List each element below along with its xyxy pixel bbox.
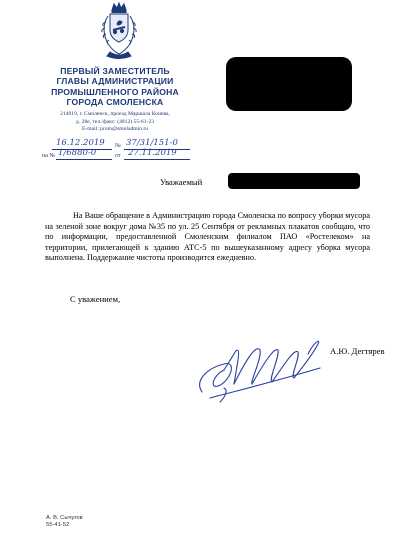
letterhead-title-line: ПРОМЫШЛЕННОГО РАЙОНА — [51, 86, 179, 97]
closing: С уважением, — [70, 294, 121, 304]
executor-name: А. В. Сычугов — [46, 515, 83, 521]
outgoing-number: 37/31/151-0 — [126, 138, 178, 148]
letterhead-title-line: ГОРОДА СМОЛЕНСКА — [66, 97, 164, 108]
ref-prefix: на № — [42, 153, 56, 159]
coat-of-arms-icon — [88, 0, 150, 62]
redacted-name — [228, 173, 360, 189]
ref-number-underline — [56, 159, 112, 160]
address-line: д. 28е, тел./факс: (4812) 55-61-23 — [75, 118, 155, 125]
letterhead-title — [40, 66, 190, 108]
ref-number: 1/6880-0 — [58, 148, 97, 158]
signatory-name: А.Ю. Дегтярев — [330, 346, 385, 356]
redacted-addressee — [226, 57, 352, 111]
letterhead-title-line: ГЛАВЫ АДМИНИСТРАЦИИ — [56, 76, 174, 87]
letterhead-address — [40, 111, 190, 134]
letter-body: На Ваше обращение в Администрацию города Смоленска по вопросу уборки мусора на зеленой зоне вокруг дома №35 по ул. 25 Сентября от рекламных плакатов сообщаю, что по информации, предоставленной Смоленским филиалом ПАО «Ростелеком» на территории, прилегающей к зданию АТС-5 по вышеуказанному адресу уборка мусора выполнена. Поддержание чистоты производится ежедневно. — [45, 211, 370, 263]
executor-phone: 55-41-52 — [46, 522, 70, 529]
outgoing-date: 16.12.2019 — [56, 138, 105, 148]
address-line: E-mail: prom@smoladmin.ru — [81, 126, 149, 133]
signature-icon — [190, 310, 340, 410]
ref-date: 27.11.2019 — [128, 148, 177, 158]
address-line: 214019, г. Смоленск, проезд Маршала Конева, — [60, 111, 170, 117]
ref-date-prefix: от — [115, 153, 121, 159]
ref-date-underline — [124, 159, 190, 160]
letterhead-title-line: ПЕРВЫЙ ЗАМЕСТИТЕЛЬ — [60, 66, 170, 76]
salutation: Уважаемый — [160, 177, 203, 187]
executor-info — [46, 515, 83, 529]
number-sign: № — [115, 143, 121, 149]
